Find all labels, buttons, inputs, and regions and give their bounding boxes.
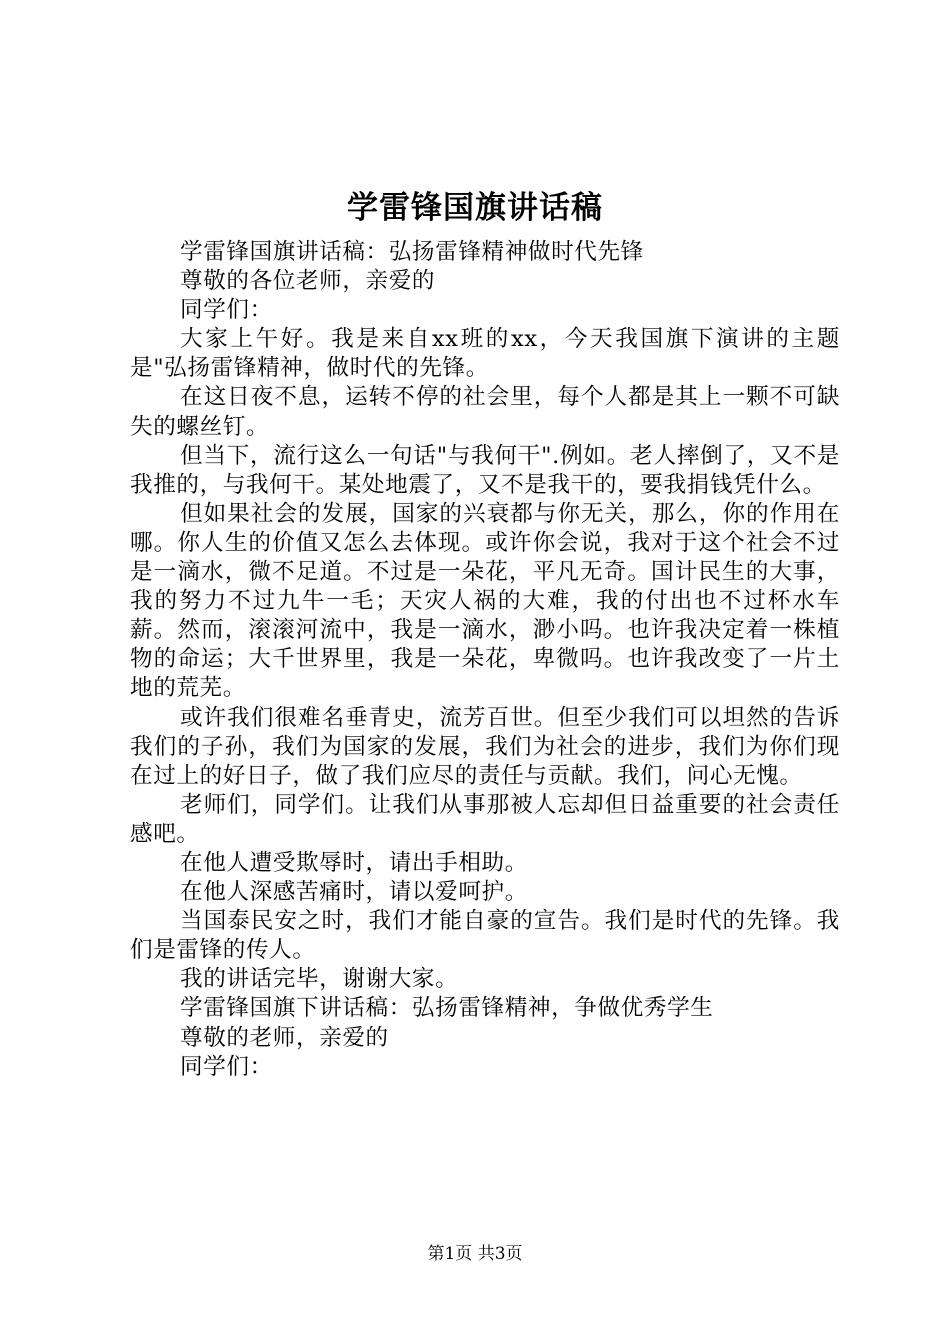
paragraph: 但当下，流行这么一句话"与我何干".例如。老人摔倒了，又不是我推的，与我何干。某处地震了，又不是我干的，要我捐钱凭什么。 — [130, 442, 840, 498]
page-footer: 第1页 共3页 — [427, 1244, 523, 1264]
paragraph: 大家上午好。我是来自xx班的xx，今天我国旗下演讲的主题是"弘扬雷锋精神，做时代的先锋。 — [130, 326, 840, 382]
document-title: 学雷锋国旗讲话稿 — [347, 190, 603, 226]
paragraph: 尊敬的各位老师，亲爱的 — [180, 268, 436, 295]
paragraph: 学雷锋国旗下讲话稿：弘扬雷锋精神，争做优秀学生 — [180, 995, 714, 1022]
paragraph: 同学们： — [180, 1053, 273, 1080]
paragraph: 同学们： — [180, 297, 273, 324]
paragraph: 尊敬的老师，亲爱的 — [180, 1024, 389, 1051]
paragraph: 我的讲话完毕，谢谢大家。 — [180, 966, 459, 993]
document-body — [130, 238, 840, 1082]
paragraph: 但如果社会的发展，国家的兴衰都与你无关，那么，你的作用在哪。你人生的价值又怎么去体现。或许你会说，我对于这个社会不过是一滴水，微不足道。不过是一朵花，平凡无奇。国计民生的大事，我的努力不过九牛一毛；天灾人祸的大难，我的付出也不过杯水车薪。然而，滚滚河流中，我是一滴水，渺小吗。也许我决定着一株植物的命运；大千世界里，我是一朵花，卑微吗。也许我改变了一片土地的荒芜。 — [130, 500, 840, 702]
paragraph: 在他人深感苦痛时，请以爱呵护。 — [180, 879, 528, 906]
paragraph: 在这日夜不息，运转不停的社会里，每个人都是其上一颗不可缺失的螺丝钉。 — [130, 384, 840, 440]
paragraph: 老师们，同学们。让我们从事那被人忘却但日益重要的社会责任感吧。 — [130, 791, 840, 847]
paragraph: 当国泰民安之时，我们才能自豪的宣告。我们是时代的先锋。我们是雷锋的传人。 — [130, 908, 840, 964]
paragraph: 或许我们很难名垂青史，流芳百世。但至少我们可以坦然的告诉我们的子孙，我们为国家的发展，我们为社会的进步，我们为你们现在过上的好日子，做了我们应尽的责任与贡献。我们，问心无愧。 — [130, 704, 840, 789]
paragraph: 学雷锋国旗讲话稿：弘扬雷锋精神做时代先锋 — [180, 239, 644, 265]
paragraph: 在他人遭受欺辱时，请出手相助。 — [180, 849, 528, 876]
